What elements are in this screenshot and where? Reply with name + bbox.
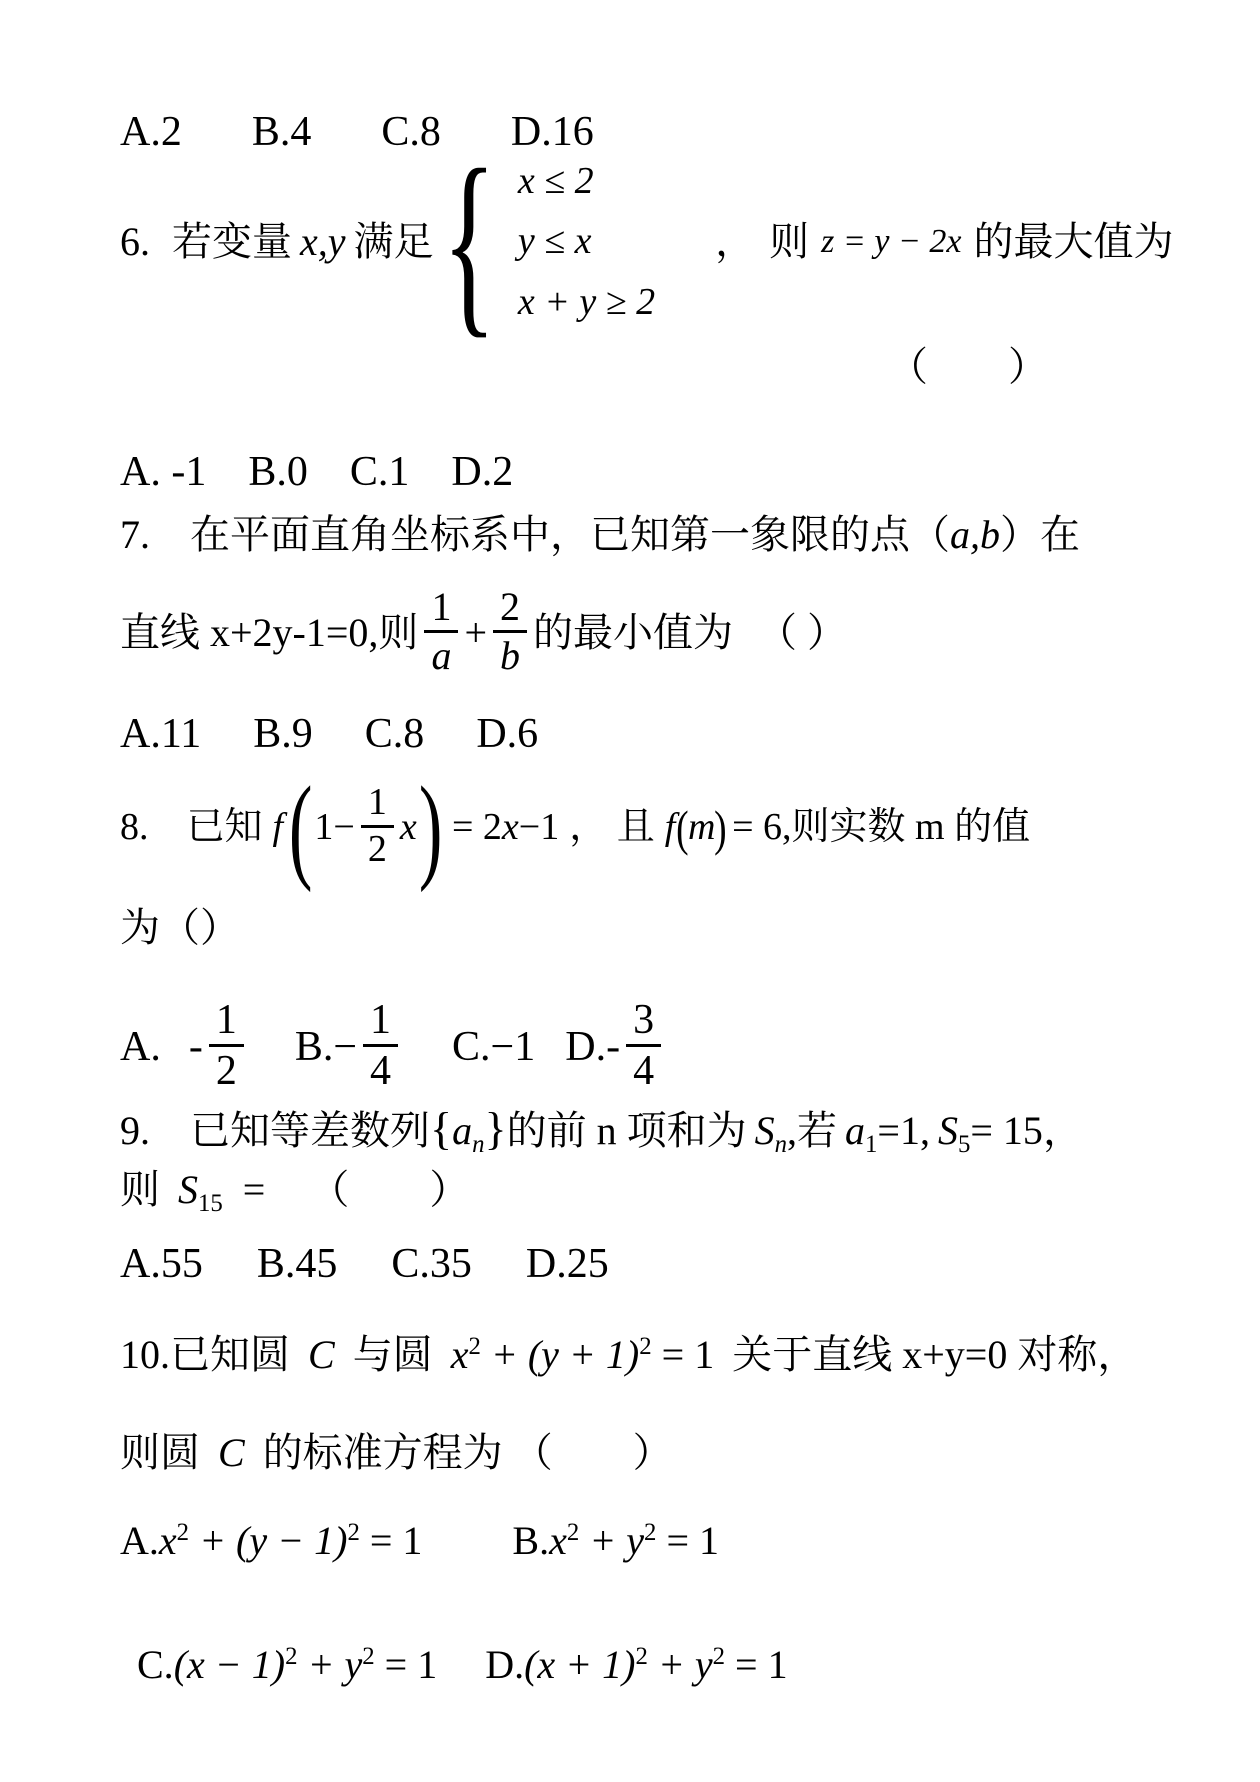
q8-eq1-b: −1	[518, 806, 560, 849]
q9-text-4: 则	[120, 1167, 160, 1212]
q9-left-brace: {	[430, 1103, 453, 1154]
q9-option-d: D.25	[525, 1241, 609, 1287]
q7-option-a: A.11	[120, 711, 202, 757]
q6-answer-paren: （ ）	[888, 344, 1048, 389]
q7-options-row	[120, 708, 538, 761]
q8-eq1-x: x	[501, 806, 519, 849]
q8-eq1-a: = 2	[451, 806, 502, 849]
q8-option-a-denominator: 2	[215, 1048, 237, 1094]
q10-option-d	[485, 1640, 787, 1690]
q10-option-b-sup2: 2	[644, 1519, 657, 1546]
q10-eq-sup1: 2	[468, 1333, 481, 1360]
q8-m-variable: m	[687, 806, 716, 849]
q8-option-b-denominator: 4	[370, 1048, 392, 1094]
q10-options-row-cd	[137, 1640, 788, 1690]
q10-option-d-sup2: 2	[712, 1643, 726, 1670]
q6-number: 6.	[120, 219, 150, 264]
q7-text-4: 的最小值为	[533, 610, 733, 655]
q7-text-1: 7. 在平面直角坐标系中，已知第一象限的点（	[120, 512, 950, 557]
q10-option-a-sup1: 2	[176, 1519, 190, 1546]
q9-eq1: =1,	[877, 1108, 930, 1153]
q6-option-a: A. -1	[120, 449, 207, 495]
q10-options-row-ab	[120, 1516, 719, 1566]
question-6: 6. 若变量 x,y 满足 { x ≤ 2 y ≤ x x + y ≥ 2 ， 则 z = y − 2x 的最大值为	[120, 128, 1174, 355]
q7-option-d: D.6	[476, 711, 539, 757]
q9-option-c: C.35	[391, 1241, 472, 1287]
q10-option-b	[512, 1516, 719, 1566]
q8-function-f: f	[272, 806, 284, 849]
q10-answer-paren: （ ）	[512, 1430, 673, 1475]
q6-options-row	[120, 446, 513, 499]
q7-frac2-numerator: 2	[493, 586, 527, 633]
q9-sequence-a-sub: n	[472, 1131, 485, 1158]
q10-circle-C: C	[308, 1332, 335, 1377]
q9-right-brace: }	[484, 1103, 507, 1154]
q6-constraint-system	[518, 159, 655, 326]
q9-a1-sub: 1	[865, 1131, 878, 1158]
question-10-line2	[120, 1428, 673, 1478]
question-9-line1	[120, 1100, 1083, 1158]
q7-answer-paren: （ ）	[757, 610, 847, 655]
q10-option-a-seg1: x	[158, 1518, 177, 1563]
q7-frac1-numerator: 1	[424, 586, 458, 633]
q9-text-3: ,若	[787, 1108, 837, 1153]
q10-option-c-seg2: + y	[297, 1642, 363, 1687]
q9-text-2: 的前 n 项和为	[506, 1108, 747, 1153]
q8-option-b-label: B.	[294, 1024, 334, 1071]
q9-S15: S	[178, 1167, 198, 1212]
q10-option-c	[137, 1640, 437, 1690]
q9-comma: ，	[1042, 1108, 1083, 1153]
q10-option-c-seg1: (x − 1)	[173, 1642, 286, 1687]
q7-text-3: 直线 x+2y-1=0,则	[120, 610, 419, 655]
q6-text-3: 则	[769, 219, 810, 264]
q6-constraint-3: x + y ≥ 2	[517, 280, 656, 323]
q6-text-2: 满足	[353, 219, 434, 264]
question-7-line1	[120, 510, 1080, 560]
q9-a1: a	[845, 1108, 865, 1153]
q8-option-b-sign: −	[333, 1024, 358, 1071]
q9-sequence-a: a	[452, 1108, 473, 1153]
q8-option-a-numerator: 1	[209, 998, 244, 1047]
q9-eq3: =	[242, 1167, 266, 1212]
q10-option-a-seg3: = 1	[359, 1518, 423, 1563]
q10-text-2: 与圆	[352, 1332, 433, 1377]
q7-frac2-denominator: b	[500, 632, 520, 678]
question-10-line1	[120, 1330, 1137, 1380]
q10-eq-sup2: 2	[639, 1333, 652, 1360]
q6-text-1: 若变量	[172, 219, 292, 264]
q8-option-b-numerator: 1	[363, 998, 398, 1047]
q9-sum-S: S	[754, 1108, 775, 1153]
q10-option-d-sup1: 2	[635, 1643, 648, 1670]
q7-option-c: C.8	[364, 711, 425, 757]
q10-option-c-sup1: 2	[285, 1643, 298, 1670]
q8-frac-denominator: 2	[367, 827, 387, 870]
q10-option-b-label: B.	[512, 1518, 550, 1563]
q8-option-c: C.−1	[452, 1024, 536, 1071]
q9-eq2: = 15	[970, 1108, 1043, 1153]
q10-eq-end: = 1	[651, 1332, 715, 1377]
q10-option-b-seg1: x	[549, 1518, 567, 1563]
q10-option-c-seg3: = 1	[374, 1642, 438, 1687]
q8-option-a-sign: -	[188, 1024, 203, 1071]
q6-text-4: 的最大值为	[973, 219, 1174, 264]
q9-answer-paren: （ ）	[309, 1167, 470, 1212]
q10-option-b-seg2: + y	[579, 1518, 645, 1563]
q10-option-d-seg3: = 1	[725, 1642, 788, 1687]
q8-option-d-sign: -	[606, 1024, 621, 1071]
q10-option-b-sup1: 2	[566, 1519, 580, 1546]
q8-options-row	[120, 985, 667, 1110]
q7-plus-sign: +	[464, 610, 487, 655]
question-9-line2	[120, 1165, 469, 1215]
q8-option-a-fraction	[209, 998, 244, 1093]
q5-option-b: B.4	[251, 109, 312, 155]
q6-option-d: D.2	[451, 449, 514, 495]
q6-comma: ，	[715, 219, 756, 264]
q8-option-d-fraction	[626, 998, 661, 1093]
q5-option-c: C.8	[381, 109, 441, 155]
q8-option-d-denominator: 4	[633, 1048, 655, 1094]
q6-variables: x,y	[300, 219, 346, 264]
q10-option-a	[120, 1516, 422, 1566]
q8-function-f2: f	[664, 806, 676, 849]
q8-mid-text: ， 且	[569, 806, 655, 849]
q10-circle-C2: C	[218, 1430, 245, 1475]
q8-eq2: = 6	[732, 806, 783, 849]
q7-point-ab: a,b	[950, 512, 1000, 557]
q9-S5: S	[937, 1108, 958, 1153]
q6-option-b: B.0	[248, 449, 308, 495]
q10-eq-mid: + (y + 1)	[480, 1332, 640, 1377]
q10-eq-x: x	[450, 1332, 469, 1377]
q8-option-b-fraction	[363, 998, 398, 1093]
q5-option-a: A.2	[120, 109, 182, 155]
q10-option-b-seg3: = 1	[656, 1518, 719, 1563]
q10-text-5: 的标准方程为	[262, 1430, 503, 1475]
q6-constraint-1: x ≤ 2	[517, 159, 594, 202]
q7-fraction-2	[493, 583, 527, 678]
q8-inner-pre: 1−	[314, 806, 355, 849]
q8-option-a-label: A.	[120, 1024, 161, 1071]
q8-frac-numerator: 1	[361, 783, 394, 828]
q7-fraction-1	[424, 583, 458, 678]
q7-frac1-denominator: a	[431, 632, 452, 678]
q7-text-2: ）在	[1000, 512, 1080, 557]
question-8-line2: 为（）	[120, 905, 240, 950]
q10-text-1: 10.已知圆	[120, 1332, 290, 1377]
q10-option-d-label: D.	[485, 1642, 525, 1687]
q5-options-row	[120, 106, 594, 159]
q8-option-d-numerator: 3	[626, 998, 661, 1047]
q6-constraint-2: y ≤ x	[517, 220, 592, 263]
q9-options-row	[120, 1238, 609, 1291]
q10-option-a-seg2: + (y − 1)	[189, 1518, 348, 1563]
q9-text-1: 9. 已知等差数列	[120, 1108, 430, 1153]
q8-fraction	[361, 780, 394, 870]
q9-option-a: A.55	[120, 1241, 203, 1287]
q8-option-d-label: D.	[565, 1024, 607, 1071]
q9-S5-sub: 5	[957, 1131, 971, 1158]
q7-option-b: B.9	[253, 711, 313, 757]
q10-option-a-label: A.	[120, 1518, 159, 1563]
q6-objective-expression: z = y − 2x	[821, 222, 962, 260]
question-7-line2	[120, 578, 847, 688]
q8-text-2: ,则实数 m 的值	[782, 806, 1031, 849]
q10-option-d-seg1: (x + 1)	[524, 1642, 636, 1687]
question-8-line1: 8. 已知 f ( 1− $\frac{1}{2}$ x ) = 2 x −1 ， 且 f ( m ) = 6 ,则实数 m 的值	[120, 762, 1031, 893]
q10-option-d-seg2: + y	[647, 1642, 713, 1687]
q9-option-b: B.45	[256, 1241, 338, 1287]
q5-option-d: D.16	[510, 109, 594, 155]
q6-option-c: C.1	[349, 449, 410, 495]
q8-text-1: 8. 已知	[120, 806, 263, 849]
q10-text-4: 则圆	[120, 1430, 200, 1475]
q9-sum-S-sub: n	[774, 1131, 787, 1158]
q9-S15-sub: 15	[198, 1190, 223, 1217]
q10-option-c-sup2: 2	[362, 1643, 375, 1670]
q10-option-a-sup2: 2	[347, 1519, 360, 1546]
q10-option-c-label: C.	[137, 1642, 174, 1687]
q10-text-3: 关于直线 x+y=0 对称，	[732, 1332, 1138, 1377]
q8-inner-x: x	[399, 806, 417, 849]
